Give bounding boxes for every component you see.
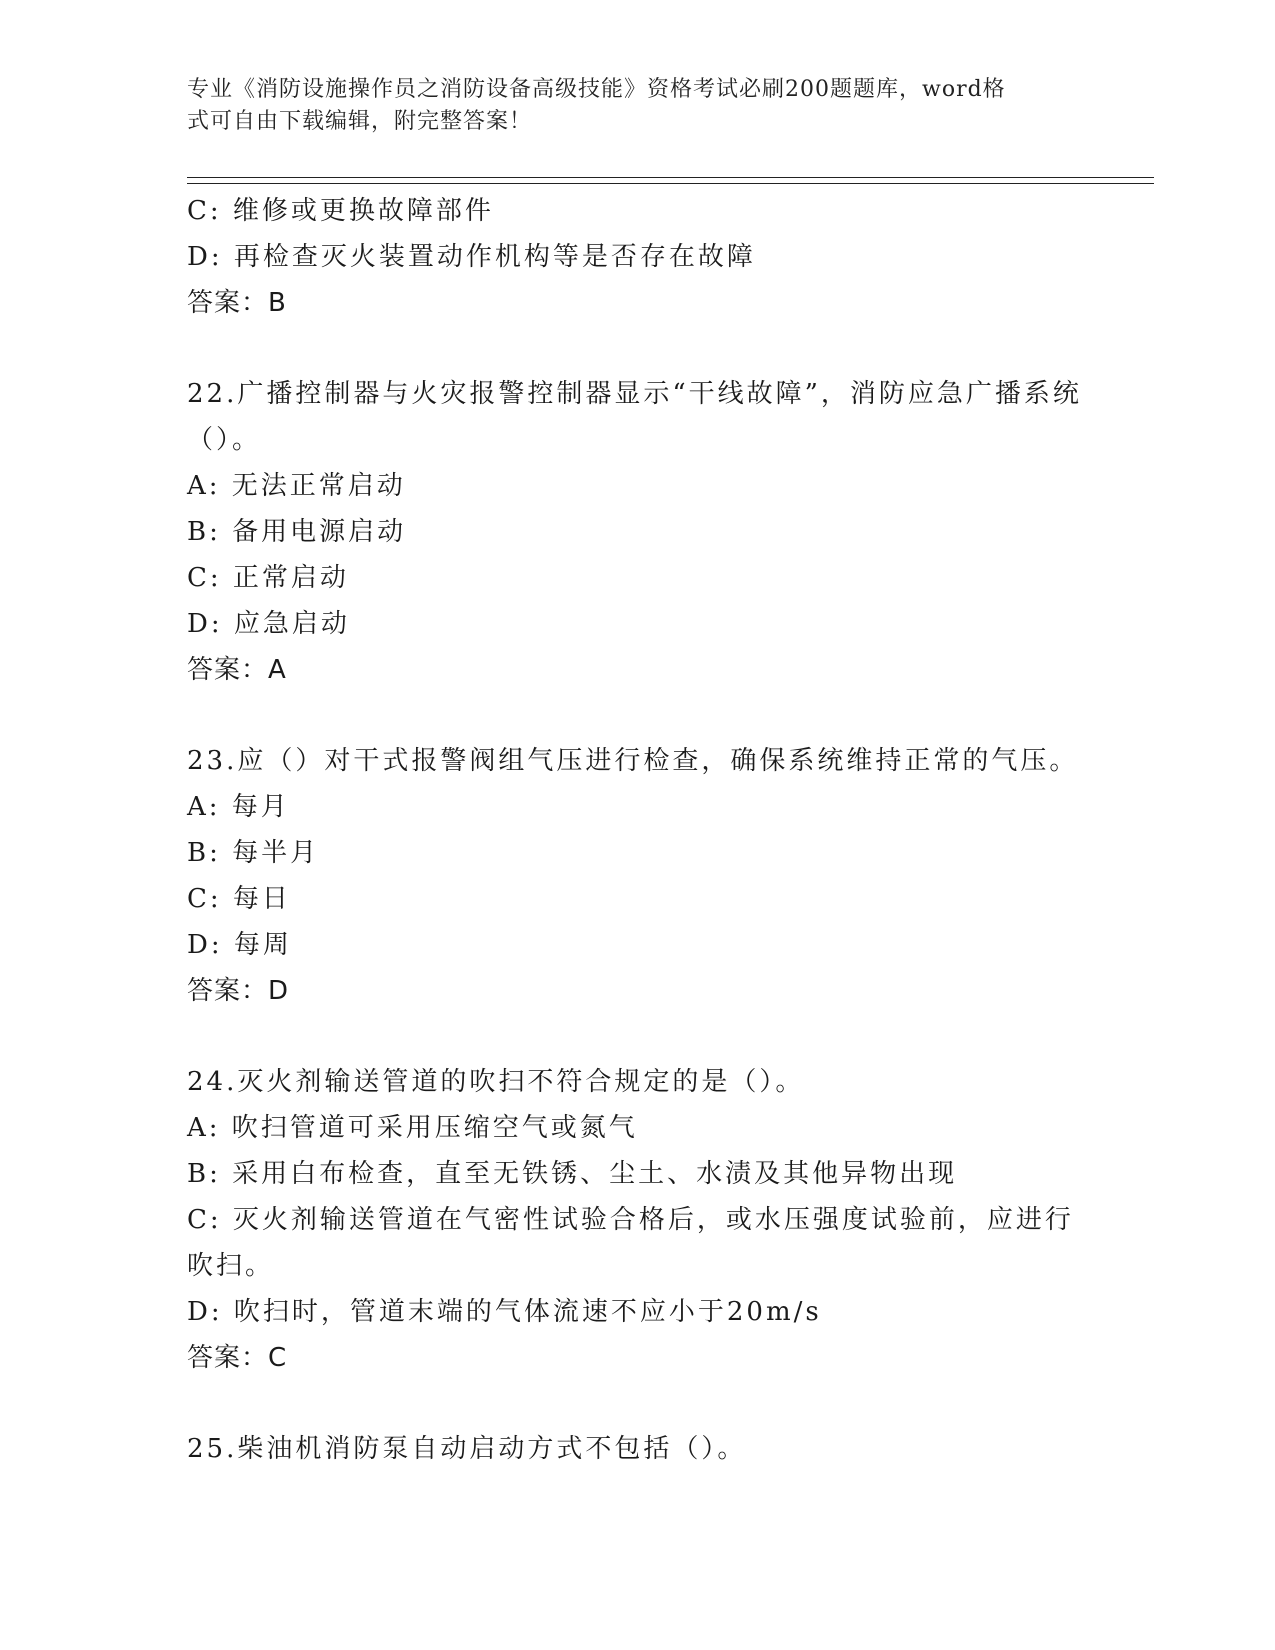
spacer: [187, 1381, 1087, 1426]
q25-text: 25.柴油机消防泵自动启动方式不包括（）。: [187, 1434, 747, 1464]
q24-option-c: C: 灭火剂输送管道在气密性试验合格后，或水压强度试验前，应进行吹扫。: [187, 1205, 1074, 1281]
q23-text: 23.应（）对干式报警阀组气压进行检查，确保系统维持正常的气压。: [187, 746, 1079, 776]
spacer: [187, 693, 1087, 738]
header-divider-bottom: [187, 183, 1154, 184]
q23-option-a: A: 每月: [187, 792, 290, 822]
q22-option-d: D: 应急启动: [187, 609, 350, 639]
header-divider-top: [187, 177, 1154, 178]
q23-option-c: C: 每日: [187, 884, 291, 914]
q23-option-b: B: 每半月: [187, 838, 320, 868]
header-line-2: 式可自由下载编辑，附完整答案！: [187, 109, 533, 134]
q22-option-a: A: 无法正常启动: [187, 471, 406, 501]
spacer: [187, 1014, 1087, 1059]
q24-option-a: A: 吹扫管道可采用压缩空气或氮气: [187, 1113, 638, 1143]
question-content: [187, 188, 1087, 1472]
q22-option-b: B: 备用电源启动: [187, 517, 407, 547]
q22-option-c: C: 正常启动: [187, 563, 349, 593]
q24-option-b: B: 采用白布检查，直至无铁锈、尘土、水渍及其他异物出现: [187, 1159, 958, 1189]
q21-option-c: C: 维修或更换故障部件: [187, 196, 494, 226]
q22-text: 22.广播控制器与火灾报警控制器显示“干线故障”，消防应急广播系统（）。: [187, 379, 1082, 455]
header-line-1: 专业《消防设施操作员之消防设备高级技能》资格考试必刷200题题库，word格: [187, 77, 1006, 102]
document-header: [187, 74, 1067, 138]
q24-text: 24.灭火剂输送管道的吹扫不符合规定的是（）。: [187, 1067, 805, 1097]
q21-option-d: D: 再检查灭火装置动作机构等是否存在故障: [187, 242, 756, 272]
q24-answer: 答案：C: [187, 1343, 288, 1373]
q21-answer: 答案：B: [187, 288, 287, 318]
q22-answer: 答案：A: [187, 655, 287, 685]
q24-option-d: D: 吹扫时，管道末端的气体流速不应小于20m/s: [187, 1297, 822, 1327]
q23-answer: 答案：D: [187, 976, 290, 1006]
spacer: [187, 326, 1087, 371]
q23-option-d: D: 每周: [187, 930, 292, 960]
